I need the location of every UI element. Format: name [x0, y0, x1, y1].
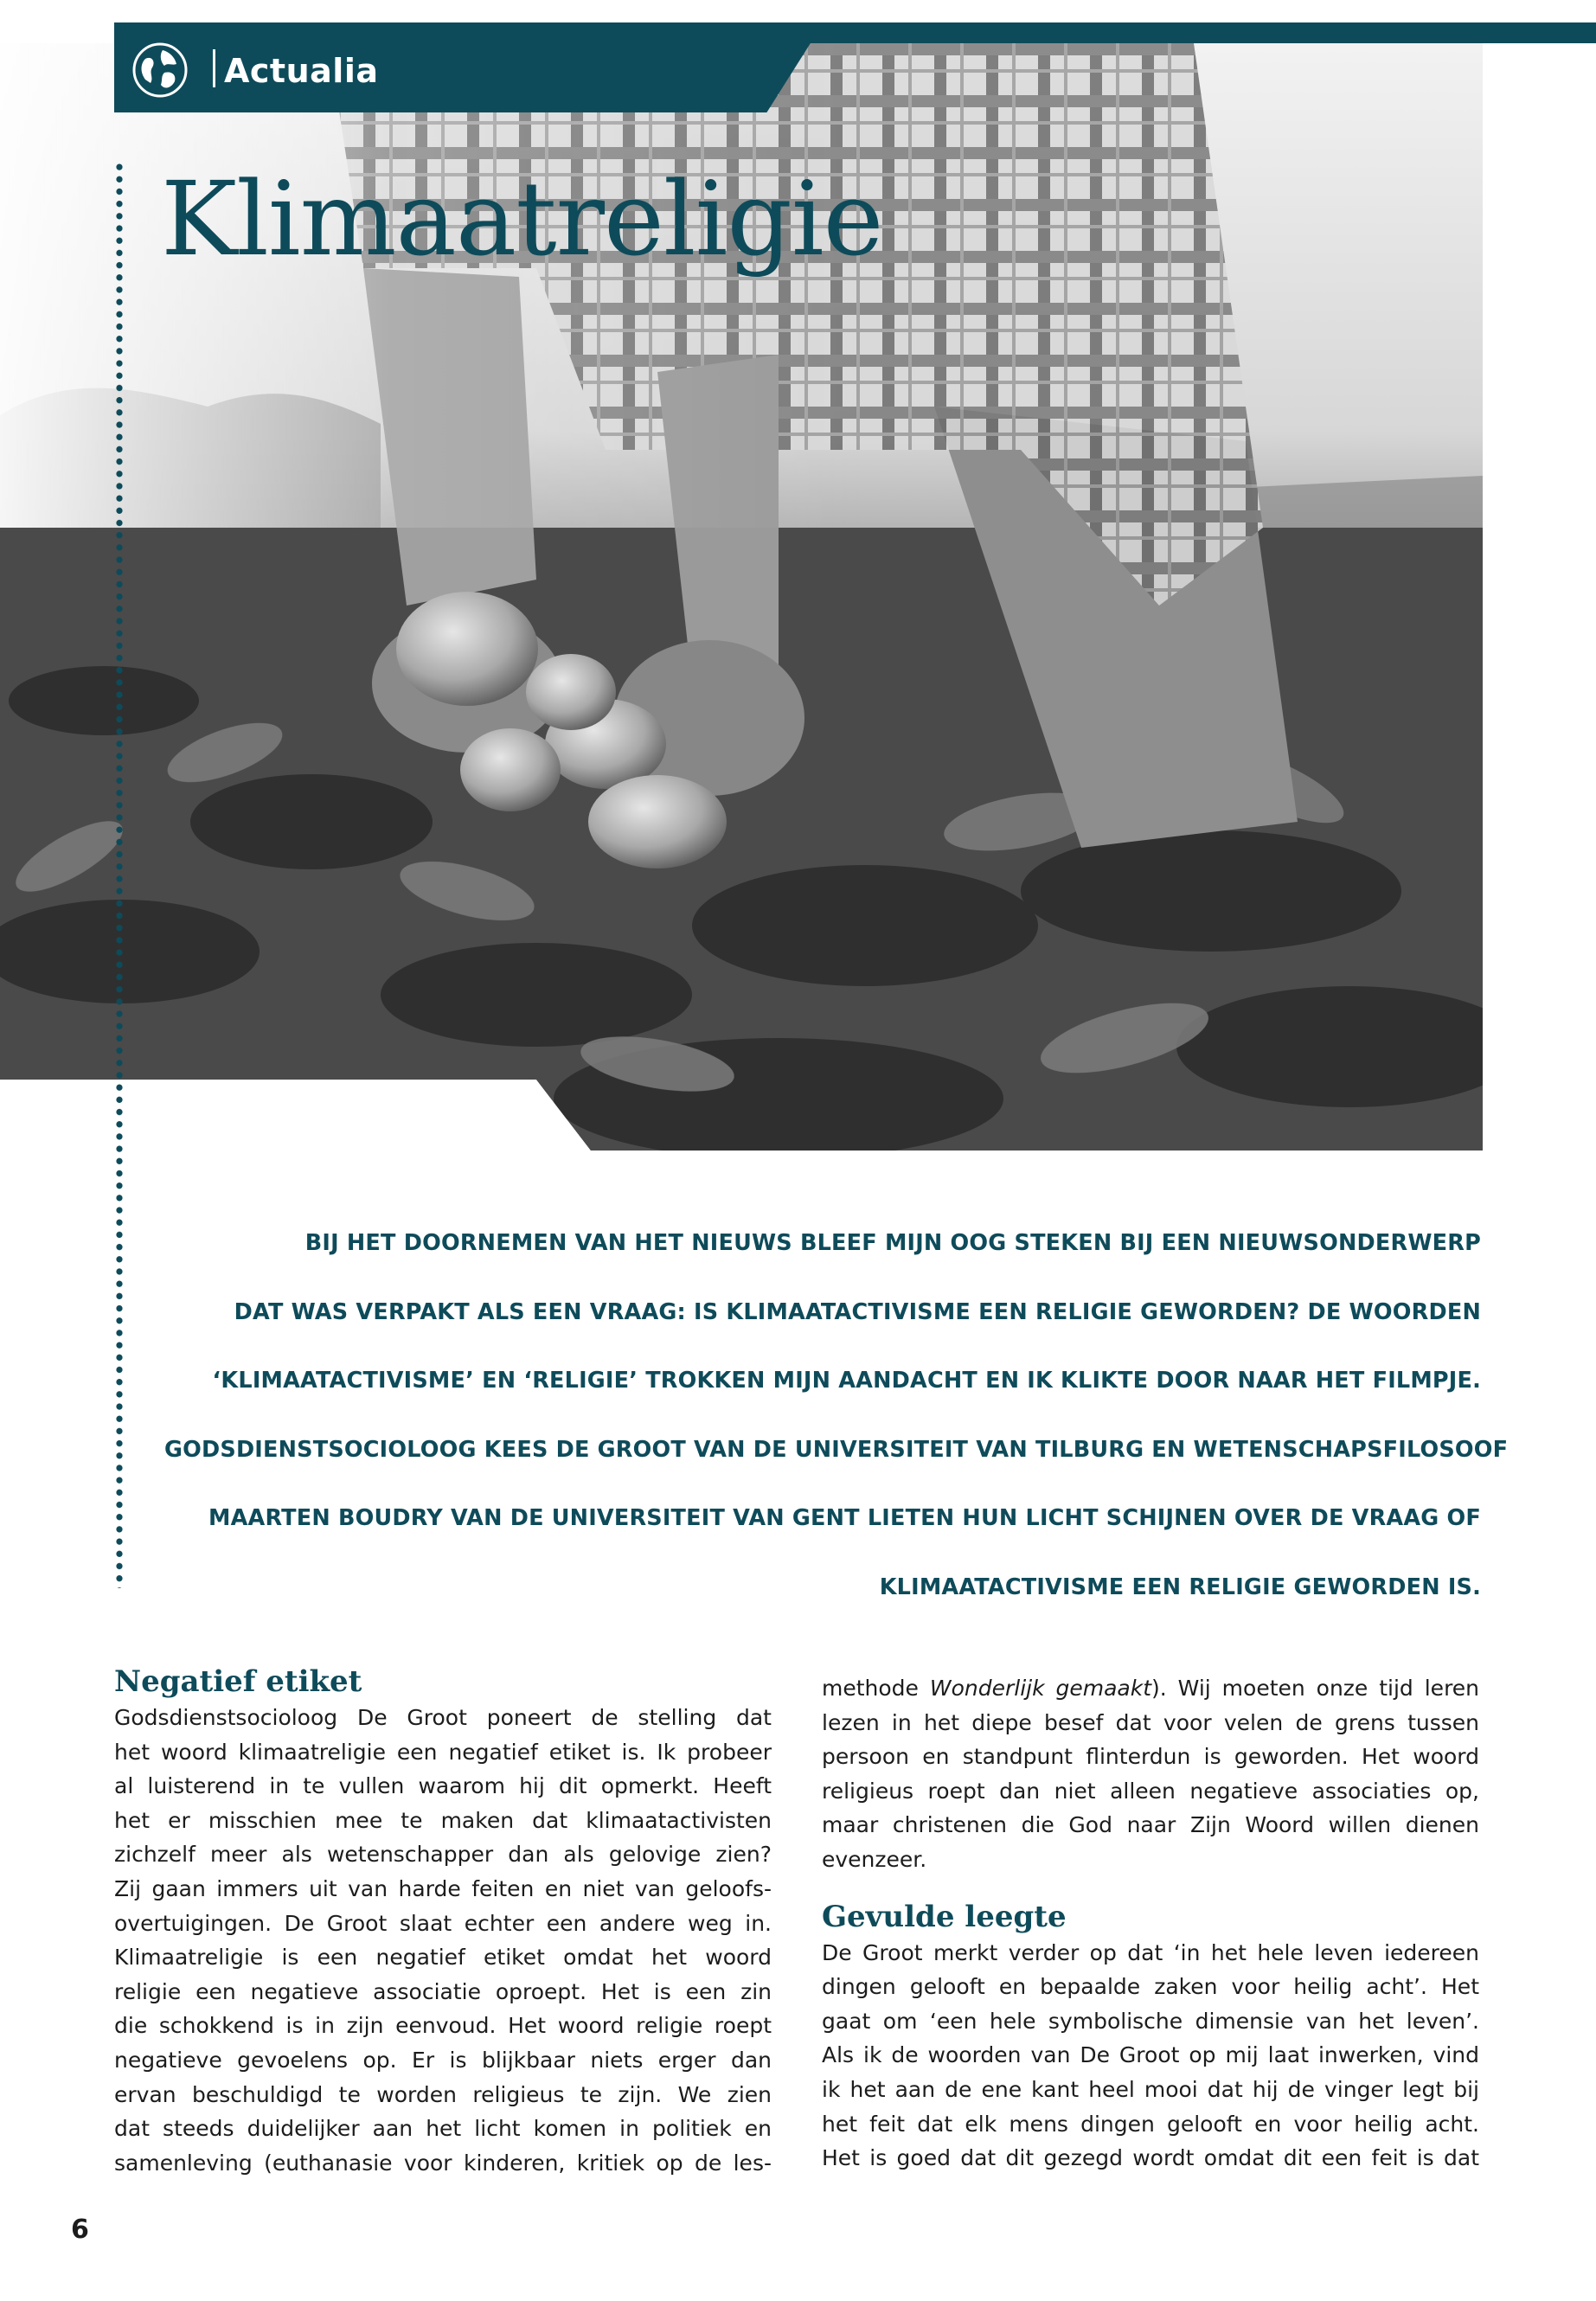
intro-line: DAT WAS VERPAKT ALS EEN VRAAG: IS KLIMAATACTIVISME EEN RELIGIE GEWORDEN? DE WOORDEN	[234, 1298, 1481, 1325]
body-line: dingen gelooft en bepaalde zaken voor heilig acht’. Het	[822, 1974, 1479, 2000]
body-line: religieus roept dan niet alleen negatieve associaties op,	[822, 1778, 1479, 1804]
intro-text	[164, 1209, 1509, 1622]
book-title: Wonderlijk gemaakt	[929, 1676, 1152, 1701]
body-line: zichzelf meer als wetenschapper dan als gelovige zien?	[114, 1842, 772, 1868]
intro-line: ‘KLIMAATACTIVISME’ EN ‘RELIGIE’ TROKKEN MIJN AANDACHT EN IK KLIKTE DOOR NAAR HET FILMPJE.	[212, 1368, 1481, 1394]
body-text: ). Wij moeten onze tijd leren	[1151, 1676, 1480, 1701]
dotted-rule	[116, 161, 123, 1588]
intro-line: MAARTEN BOUDRY VAN DE UNIVERSITEIT VAN GENT LIETEN HUN LICHT SCHIJNEN OVER DE VRAAG OF	[208, 1505, 1481, 1531]
body-line: al luisterend in te vullen waarom hij dit opmerkt. Heeft	[114, 1773, 772, 1799]
section-label	[213, 45, 379, 97]
body-line: overtuigingen. De Groot slaat echter een andere weg in.	[114, 1910, 772, 1936]
body-line: persoon en standpunt flinterdun is geworden. Het woord	[822, 1744, 1479, 1770]
subheading-negatief-etiket: Negatief etiket	[114, 1664, 362, 1699]
intro-line: KLIMAATACTIVISME EEN RELIGIE GEWORDEN IS.	[879, 1574, 1481, 1600]
body-line: religie een negatieve associatie oproept. Het is een zin	[114, 1978, 772, 2004]
page-number: 6	[71, 2214, 89, 2245]
body-line: gaat om ‘een hele symbolische dimensie van het leven’.	[822, 2008, 1479, 2034]
subheading-gevulde-leegte: Gevulde leegte	[822, 1899, 1067, 1934]
body-line: het er misschien mee te maken dat klimaatactivisten	[114, 1807, 772, 1833]
body-line: ervan beschuldigd te worden religieus te zijn. We zien	[114, 2081, 772, 2107]
body-line: Godsdienstsocioloog De Groot poneert de stelling dat	[114, 1705, 772, 1730]
body-line: negatieve gevoelens op. Er is blijkbaar niets erger dan	[114, 2047, 772, 2073]
body-line: samenleving (euthanasie voor kinderen, kritiek op de les-	[114, 2150, 772, 2176]
body-line: ik het aan de ene kant heel mooi dat hij de vinger legt bij	[822, 2076, 1479, 2102]
section-label-text: Actualia	[224, 52, 379, 90]
body-line: het woord klimaatreligie een negatief etiket is. Ik probeer	[114, 1739, 772, 1765]
body-line: De Groot merkt verder op dat ‘in het hele leven iedereen	[822, 1939, 1479, 1965]
body-line: maar christenen die God naar Zijn Woord willen dienen	[822, 1812, 1479, 1838]
body-line: het feit dat elk mens dingen gelooft en voor heilig acht.	[822, 2111, 1479, 2137]
body-line: Klimaatreligie is een negatief etiket omdat het woord	[114, 1945, 772, 1971]
globe-icon	[130, 40, 190, 100]
article-title: Klimaatreligie	[161, 159, 883, 279]
body-line: dat steeds duidelijker aan het licht komen in politiek en	[114, 2116, 772, 2142]
body-line: die schokkend is in zijn eenvoud. Het woord religie roept	[114, 2013, 772, 2039]
intro-line: GODSDIENSTSOCIOLOOG KEES DE GROOT VAN DE UNIVERSITEIT VAN TILBURG EN WETENSCHAPSFILOSOOF	[164, 1436, 1509, 1463]
body-column-right	[822, 1671, 1479, 2176]
body-line	[822, 1671, 1479, 1706]
body-line: Het is goed dat dit gezegd wordt omdat dit een feit is dat	[822, 2145, 1479, 2171]
body-column-left	[114, 1663, 772, 2180]
body-line: Zij gaan immers uit van harde feiten en niet van geloofs-	[114, 1875, 772, 1901]
body-line: evenzeer.	[822, 1846, 927, 1872]
intro-line: BIJ HET DOORNEMEN VAN HET NIEUWS BLEEF MIJN OOG STEKEN BIJ EEN NIEUWSONDERWERP	[304, 1230, 1481, 1256]
body-text: methode	[822, 1676, 930, 1701]
body-line: lezen in het diepe besef dat voor velen de grens tussen	[822, 1709, 1479, 1735]
body-line: Als ik de woorden van De Groot op mij laat inwerken, vind	[822, 2042, 1479, 2068]
